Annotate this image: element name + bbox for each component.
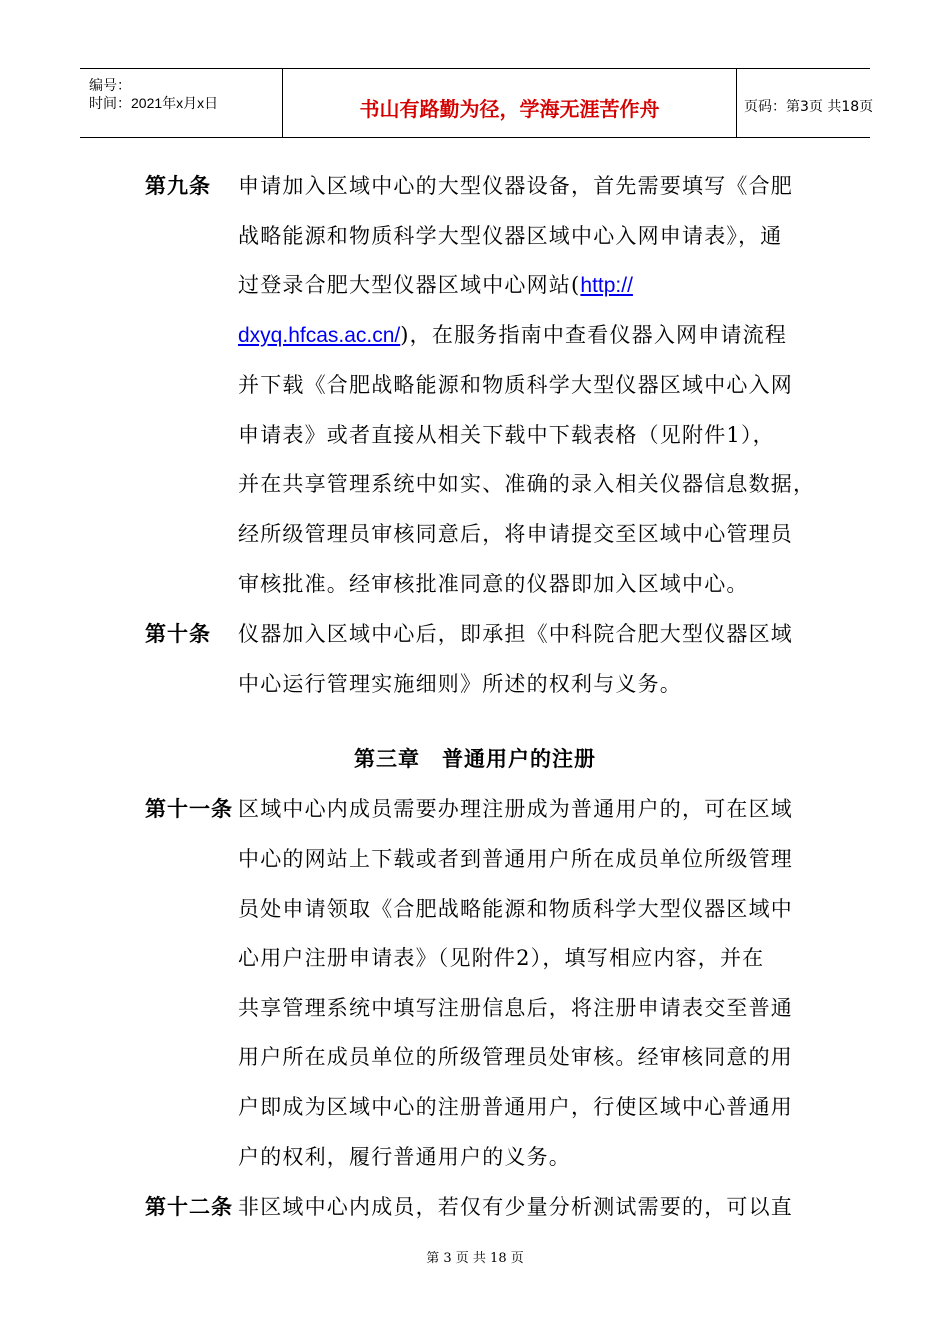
article-9-line-6: 申请表》或者直接从相关下载中下载表格（见附件1）， xyxy=(238,423,775,447)
article-11-line-3: 员处申请领取《合肥战略能源和物质科学大型仪器区域中 xyxy=(238,897,793,921)
header-motto-cell xyxy=(282,69,737,137)
article-9-line-7: 并在共享管理系统中如实、准确的录入相关仪器信息数据， xyxy=(238,472,816,496)
article-11-line-6: 用户所在成员单位的所级管理员处审核。经审核同意的用 xyxy=(238,1045,793,1069)
article-11-line-4: 心用户注册申请表》（见附件2），填写相应内容，并在 xyxy=(238,946,765,970)
header-motto: 书山有路勤为径，学海无涯苦作舟 xyxy=(359,97,660,121)
header-time: 时间：2021年x月x日 xyxy=(89,95,219,111)
article-11-line-5: 共享管理系统中填写注册信息后，将注册申请表交至普通 xyxy=(238,996,793,1020)
article-9-line-5: 并下载《合肥战略能源和物质科学大型仪器区域中心入网 xyxy=(238,373,793,397)
article-10-label: 第十条 xyxy=(145,622,211,646)
header-page-cell xyxy=(736,69,874,137)
page-header xyxy=(80,68,874,138)
article-12-label: 第十二条 xyxy=(145,1195,233,1219)
article-9-line-1: 申请加入区域中心的大型仪器设备，首先需要填写《合肥 xyxy=(238,174,793,198)
article-11-line-7: 户即成为区域中心的注册普通用户，行使区域中心普通用 xyxy=(238,1095,793,1119)
header-page-info: 页码：第3页 共18页 xyxy=(744,99,874,115)
article-11-line-8: 户的权利，履行普通用户的义务。 xyxy=(238,1145,571,1169)
website-link-part-1[interactable]: http:// xyxy=(580,274,633,297)
header-number: 编号： xyxy=(89,77,131,93)
page-footer: 第 3 页 共 18 页 xyxy=(426,1251,524,1266)
header-meta xyxy=(80,69,282,137)
article-12-line-1: 非区域中心内成员，若仅有少量分析测试需要的，可以直 xyxy=(238,1195,793,1219)
article-9-line-3 xyxy=(238,272,633,299)
article-11-line-2: 中心的网站上下载或者到普通用户所在成员单位所级管理 xyxy=(238,847,793,871)
article-9-line-4-text: )，在服务指南中查看仪器入网申请流程 xyxy=(400,323,788,347)
article-9-label: 第九条 xyxy=(145,174,211,198)
article-9-line-2: 战略能源和物质科学大型仪器区域中心入网申请表》，通 xyxy=(238,224,783,248)
website-link-part-2[interactable]: dxyq.hfcas.ac.cn/ xyxy=(238,324,401,347)
article-9-line-8: 经所级管理员审核同意后，将申请提交至区域中心管理员 xyxy=(238,522,793,546)
article-10-line-2: 中心运行管理实施细则》所述的权利与义务。 xyxy=(238,672,682,696)
chapter-heading: 第三章 普通用户的注册 xyxy=(354,747,596,771)
article-9-line-3-text: 过登录合肥大型仪器区域中心网站( xyxy=(238,273,581,297)
article-10-line-1: 仪器加入区域中心后，即承担《中科院合肥大型仪器区域 xyxy=(238,622,793,646)
article-11-label: 第十一条 xyxy=(145,797,233,821)
article-11-line-1: 区域中心内成员需要办理注册成为普通用户的，可在区域 xyxy=(238,797,793,821)
article-9-line-4 xyxy=(238,322,787,349)
article-9-line-9: 审核批准。经审核批准同意的仪器即加入区域中心。 xyxy=(238,572,749,596)
